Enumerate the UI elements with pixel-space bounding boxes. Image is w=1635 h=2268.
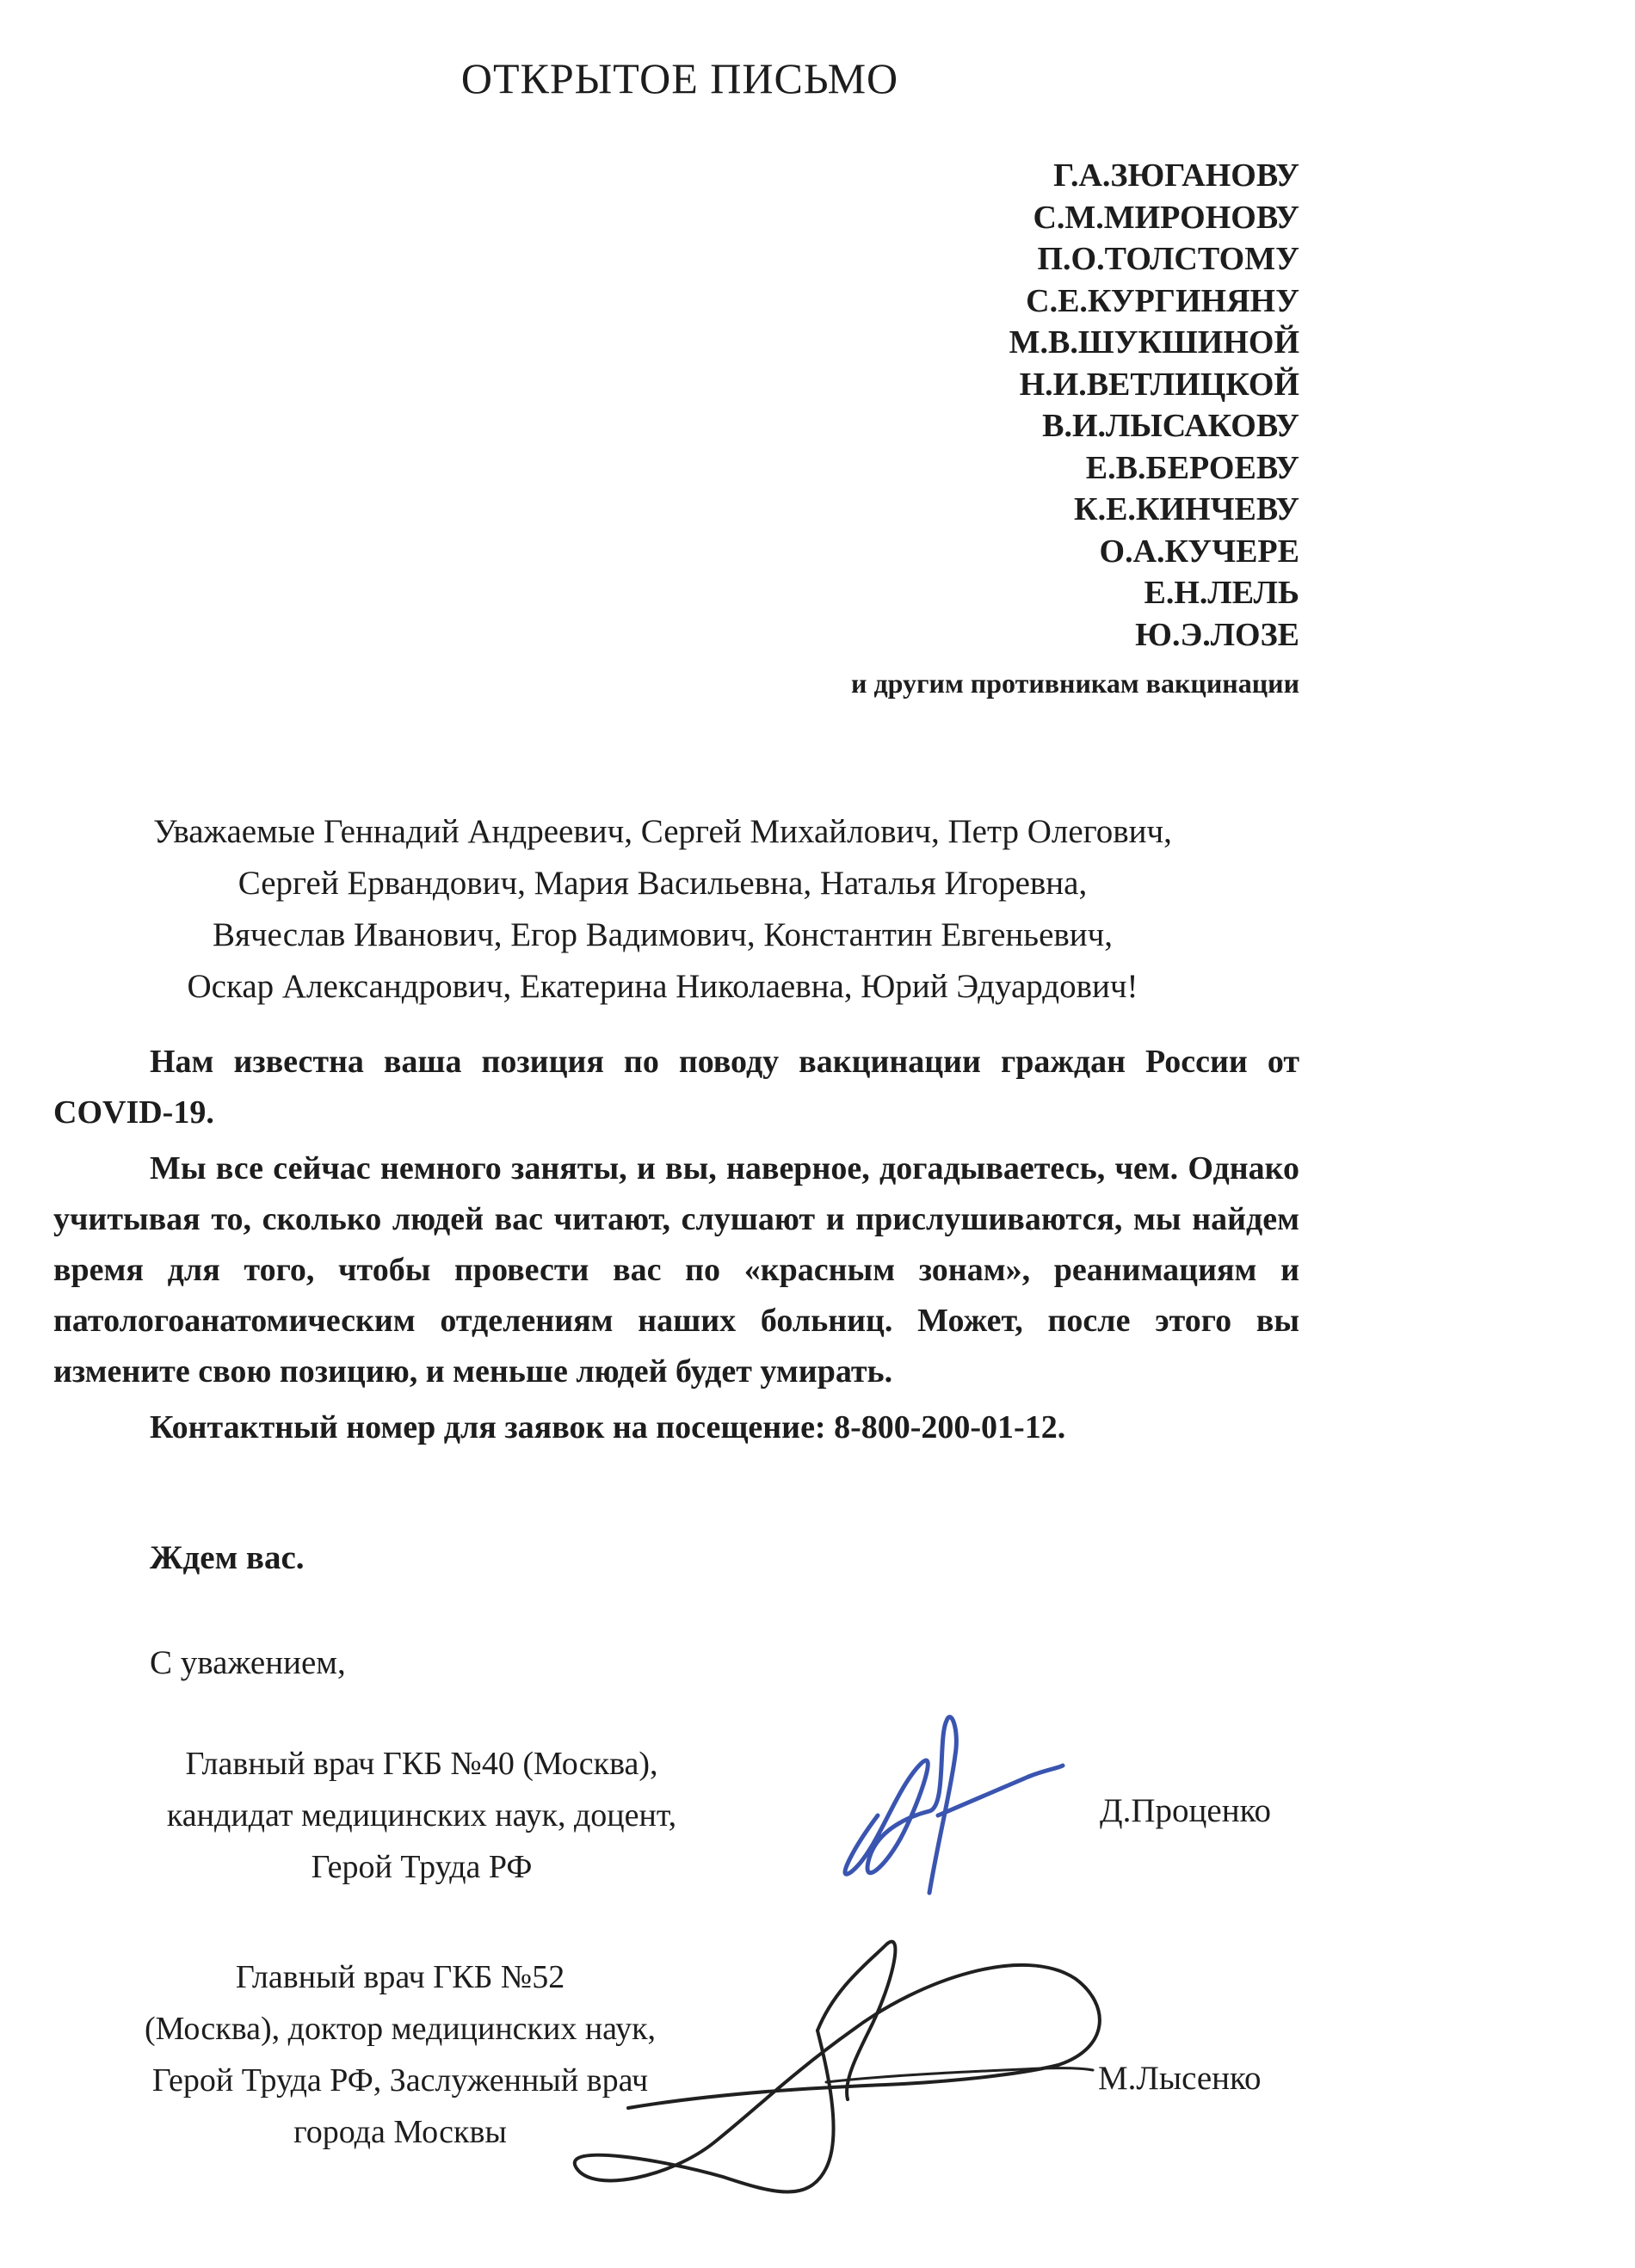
addressee: П.О.ТОЛСТОМУ [1037, 241, 1299, 277]
addressee: О.А.КУЧЕРЕ [1099, 533, 1299, 570]
signer-name-lysenko: М.Лысенко [1098, 2060, 1262, 2097]
letter-body [53, 1037, 1299, 1458]
closing-respect: С уважением, [150, 1644, 346, 1681]
addressees-others: и другим противникам вакцинации [851, 668, 1299, 699]
signature-lysenko-icon [559, 1884, 1119, 2246]
greeting-line: Сергей Ервандович, Мария Васильевна, Наталья Игоревна, [238, 865, 1088, 902]
signer-name-protsenko: Д.Проценко [1100, 1792, 1272, 1829]
signer-title-line: (Москва), доктор медицинских наук, [144, 2011, 657, 2047]
addressee-list [851, 155, 1299, 705]
addressee: Н.И.ВЕТЛИЦКОЙ [1019, 366, 1299, 403]
signer-title-line: Герой Труда РФ, Заслуженный врач [151, 2062, 649, 2099]
closing-wait: Ждем вас. [150, 1539, 305, 1576]
signature-protsenko-icon [818, 1686, 1076, 1910]
greeting-line: Оскар Александрович, Екатерина Николаевна, Юрий Эдуардович! [187, 968, 1138, 1005]
signer-title-protsenko [95, 1738, 749, 1893]
signer-title-line: Герой Труда РФ [311, 1849, 533, 1885]
addressee: Е.Н.ЛЕЛЬ [1144, 575, 1299, 611]
addressee: М.В.ШУКШИНОЙ [1009, 324, 1299, 361]
addressee: Г.А.ЗЮГАНОВУ [1053, 157, 1299, 194]
signer-title-line: города Москвы [293, 2114, 507, 2150]
greeting-line: Вячеслав Иванович, Егор Вадимович, Константин Евгеньевич, [212, 916, 1114, 953]
body-paragraph: Мы все сейчас немного заняты, и вы, наверное, догадываетесь, чем. Однако учитывая то, сколько людей вас читают, слушают и прислушиваются, мы найдем время для того, чтобы провести вас по «красным зонам», реанимациям и патологоанатомическим отделениям наших больниц. Может, после этого вы измените свою позицию, и меньше людей будет умирать. [53, 1150, 1299, 1390]
addressee: С.Е.КУРГИНЯНУ [1026, 282, 1299, 319]
addressee: Ю.Э.ЛОЗЕ [1135, 616, 1299, 653]
signer-title-line: кандидат медицинских наук, доцент, [166, 1797, 677, 1834]
addressee: С.М.МИРОНОВУ [1033, 199, 1299, 236]
signer-title-line: Главный врач ГКБ №52 [235, 1959, 565, 1995]
signer-title-line: Главный врач ГКБ №40 (Москва), [185, 1746, 658, 1782]
greeting [52, 806, 1274, 1013]
addressee: Е.В.БЕРОЕВУ [1085, 449, 1299, 486]
addressee: В.И.ЛЫСАКОВУ [1042, 408, 1299, 444]
letter-title: ОТКРЫТОЕ ПИСЬМО [460, 54, 899, 102]
contact-line: Контактный номер для заявок на посещение: 8-800-200-01-12. [150, 1409, 1066, 1445]
body-paragraph: Нам известна ваша позиция по поводу вакцинации граждан России от COVID-19. [53, 1044, 1299, 1131]
greeting-line: Уважаемые Геннадий Андреевич, Сергей Михайлович, Петр Олегович, [153, 813, 1172, 850]
addressee: К.Е.КИНЧЕВУ [1074, 491, 1299, 527]
